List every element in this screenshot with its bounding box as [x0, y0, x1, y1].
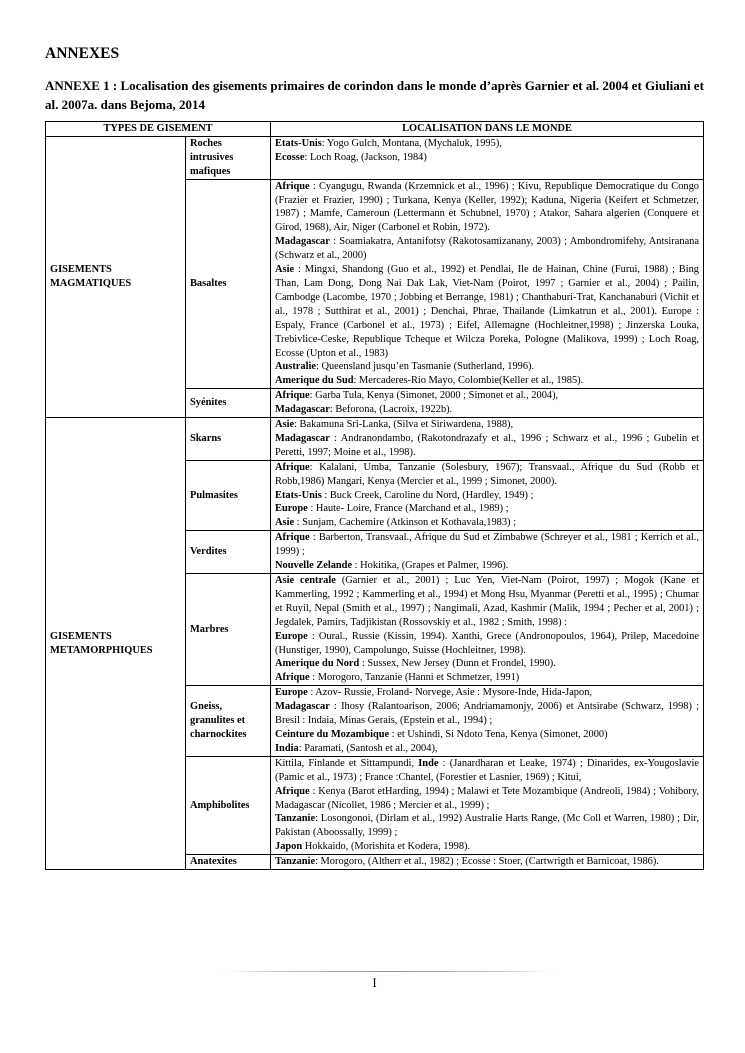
localisation-text: : Loch Roag, (Jackson, 1984)	[304, 151, 427, 163]
localisation-cell	[271, 756, 704, 854]
corundum-deposits-table	[45, 121, 704, 870]
localisation-entry	[275, 840, 699, 854]
localisation-entry	[275, 180, 699, 236]
localisation-text: (Garnier et al., 2001) ; Luc Yen, Viet-Nam (Poirot, 1997) ; Mogok (Kane et Kammerling, 1992 ; Kammerling et al., 1994) et Mong Hsu, Myanmar (Peretti et al., 1995) ; Chumar et Ruyil, Nepal (Smith et al., 1997) ; Nangimali, Azad, Kashmir (Malik, 1994 ; Pecher et al, 2001) ; Jegdalek, Pamirs, Tadjikistan (Rossovskiy et al., 1982 ; Smith, 1998) :	[275, 575, 699, 628]
region-label: Europe	[275, 630, 308, 642]
localisation-entry	[275, 432, 699, 460]
region-label: Afrique	[275, 532, 310, 544]
region-label: Asie	[275, 264, 295, 276]
localisation-entry	[275, 812, 699, 840]
localisation-entry	[275, 671, 699, 685]
region-label: Afrique	[275, 785, 310, 797]
localisation-cell	[271, 136, 704, 179]
localisation-entry	[275, 403, 699, 417]
deposit-subtype-cell: Marbres	[186, 574, 271, 686]
localisation-cell	[271, 574, 704, 686]
region-label: Japon	[275, 841, 303, 853]
localisation-entry	[275, 360, 699, 374]
region-label: Tanzanie	[275, 856, 316, 868]
region-label: Ecosse	[275, 151, 305, 163]
localisation-entry	[275, 785, 699, 813]
localisation-entry	[275, 700, 699, 728]
region-label: Madagascar	[275, 701, 330, 713]
page-number: I	[372, 975, 377, 990]
region-label: Etats-Unis	[275, 137, 322, 149]
localisation-entry	[275, 502, 699, 516]
localisation-entry	[275, 151, 699, 165]
localisation-entry	[275, 374, 699, 388]
region-label: Ceinture du Mozambique	[275, 728, 390, 740]
localisation-entry	[275, 263, 699, 360]
deposit-group-cell: GISEMENTS MAGMATIQUES	[46, 136, 186, 417]
localisation-text: : Sunjam, Cachemire (Atkinson et Kothavala,1983) ;	[294, 517, 516, 529]
localisation-entry	[275, 137, 699, 151]
localisation-text: : Bakamuna Sri-Lanka, (Silva et Siriwardena, 1988),	[294, 419, 514, 431]
localisation-text: : Andranondambo, (Rakotondrazafy et al., 1996 ; Schwarz et al., 1996 ; Gubelin et Peretti, 1997; Moine et al., 1998).	[275, 432, 699, 458]
localisation-text: : Ihosy (Ralantoarison, 2006; Andriamamonjy, 2006) et Antsirabe (Schwarz, 1998) ; Bresil : Indaia, Minas Gerais, (Epstein et al., 1994) ;	[275, 701, 699, 727]
region-label: Inde	[418, 757, 439, 769]
localisation-text: : Yogo Gulch, Montana, (Mychaluk, 1995),	[321, 137, 502, 149]
region-label: Afrique	[275, 390, 310, 402]
localisation-entry	[275, 389, 699, 403]
localisation-text: : Soamiakatra, Antanifotsy (Rakotosamizanany, 2003) ; Ambondromifehy, Antsiranana (Schwarz et al., 2000)	[275, 236, 699, 262]
region-label: Madagascar	[275, 236, 330, 248]
region-label: Asie centrale	[275, 575, 336, 586]
header-localisation: LOCALISATION DANS LE MONDE	[271, 122, 704, 137]
localisation-entry	[275, 757, 699, 785]
deposit-subtype-cell: Syénites	[186, 389, 271, 418]
deposit-subtype-cell: Skarns	[186, 418, 271, 461]
localisation-text: Hokkaido, (Morishita et Kodera, 1998).	[302, 841, 471, 853]
region-label: Nouvelle Zelande	[275, 560, 353, 572]
localisation-text: : Kenya (Barot etHarding, 1994) ; Malawi et Tete Mozambique (Andreoli, 1984) ; Vohibory, Madagascar (Nicollet, 1986 ; Mercier et al., 1999) ;	[275, 785, 699, 811]
region-label: Etats-Unis	[275, 489, 322, 501]
footer-divider	[223, 971, 553, 972]
localisation-entry	[275, 489, 699, 503]
deposit-subtype-cell: Amphibolites	[186, 756, 271, 854]
localisation-cell	[271, 179, 704, 389]
localisation-cell	[271, 389, 704, 418]
localisation-text: : Paramati, (Santosh et al., 2004),	[298, 742, 438, 754]
localisation-entry	[275, 657, 699, 671]
region-label: Madagascar	[275, 432, 330, 444]
deposit-group-cell: GISEMENTS METAMORPHIQUES	[46, 418, 186, 870]
localisation-entry	[275, 855, 699, 869]
table-row	[46, 136, 704, 179]
localisation-text: Kittila, Finlande et Sittampundi,	[275, 757, 419, 769]
localisation-text: : Queensland jusqu’en Tasmanie (Sutherland, 1996).	[316, 361, 535, 373]
localisation-entry	[275, 461, 699, 489]
table-header-row	[46, 122, 704, 137]
deposit-subtype-cell: Anatexites	[186, 855, 271, 870]
region-label: Asie	[275, 419, 295, 431]
region-label: Afrique	[275, 672, 310, 684]
localisation-text: : Beforona, (Lacroix, 1922b).	[329, 404, 453, 416]
region-label: Asie	[275, 517, 295, 529]
region-label: Afrique	[275, 461, 310, 473]
localisation-text: : Morogoro, (Altherr et al., 1982) ; Ecosse : Stoer, (Cartwrigth et Barnicoat, 1986).	[315, 856, 659, 868]
localisation-text: : Mingxi, Shandong (Guo et al., 1992) et Pendlai, Ile de Hainan, Chine (Furui, 1988) ; Bing Than, Lam Dong, Dong Nai Dak Lak, Viet-Nam (Poirot, 1997 ; Garnier et al., 2004) ; Pailin, Cambodge (Lacombe, 1970 ; Jobbing et Berrange, 1981) ; Chanthaburi-Trat, Kanchanaburi (Vichit et al., 1978 ; Sutthirat et al., 2001) ; Denchai, Phrae, Thailande (Limkatrun et al., 2001). Europe : Espaly, France (Carbonel et al., 1973) ; Eifel, Allemagne (Hochleitner,1998) ; Jinzerska Louka, Trebivlice-Ceske, Republique Tcheque et Wilcza Poreka, Pologne (Malikova, 1999) ; Loch Roag, Ecosse (Upton et al., 1983)	[275, 264, 699, 359]
annex-title: ANNEXE 1 : Localisation des gisements primaires de corindon dans le monde d’après Garnier et al. 2004 et Giuliani et al. 2007a. dans Bejoma, 2014	[45, 78, 704, 112]
localisation-text: : Cyangugu, Rwanda (Krzemnick et al., 1996) ; Kivu, Republique Democratique du Congo (Frazier et Frazier, 1990) ; Turkana, Kenya (Keller, 1992); Kaduna, Nigeria (Keifert et Schmetzer, 1987) ; Mamfe, Cameroun (Lettermann et Schubnel, 1970) ; Atakor, Sahara algerien (Conquere et Girod, 1968), Air, Niger (Carbonel et Robin, 1972).	[275, 180, 699, 234]
table-row	[46, 418, 704, 461]
localisation-cell	[271, 531, 704, 574]
localisation-text: : Buck Creek, Caroline du Nord, (Hardley, 1949) ;	[321, 489, 534, 501]
localisation-entry	[275, 742, 699, 756]
deposit-subtype-cell: Gneiss, granulites et charnockites	[186, 686, 271, 757]
localisation-text: : Hokitika, (Grapes et Palmer, 1996).	[352, 560, 509, 572]
region-label: India	[275, 742, 299, 754]
region-label: Europe	[275, 503, 308, 515]
region-label: Europe	[275, 687, 308, 699]
localisation-entry	[275, 559, 699, 573]
page-heading: ANNEXES	[45, 45, 120, 62]
localisation-entry	[275, 686, 699, 700]
localisation-text: : Azov- Russie, Froland- Norvege, Asie : Mysore-Inde, Hida-Japon,	[307, 687, 592, 699]
localisation-cell	[271, 418, 704, 461]
region-label: Amerique du Sud	[275, 375, 354, 387]
localisation-entry	[275, 516, 699, 530]
localisation-text: : Kalalani, Umba, Tanzanie (Solesbury, 1967); Transvaal., Afrique du Sud (Robb et Robb,1986) Mangari, Kenya (Mercier et al., 1999 ; Simonet, 2000).	[275, 461, 699, 487]
localisation-text: : Losongonoi, (Dirlam et al., 1992) Australie Harts Range, (Mc Coll et Warren, 1980) ; Dir, Pakistan (Aboossally, 1999) ;	[275, 813, 699, 839]
deposit-subtype-cell: Pulmasites	[186, 460, 271, 531]
localisation-text: : Oural., Russie (Kissin, 1994). Xanthi, Grece (Andronopoulos, 1964), Prilep, Macedoine (Hunstiger, 1990), Campolungo, Suisse (Hochleitner, 1998).	[275, 630, 699, 656]
localisation-text: : (Janardharan et Leake, 1974) ; Dinarides, ex-Yougoslavie (Pamic et al., 1973) ; France :Chantel, (Forestier et Lasnier, 1969) ; Kitui,	[275, 757, 699, 783]
header-types: TYPES DE GISEMENT	[46, 122, 271, 137]
region-label: Madagascar	[275, 404, 330, 416]
region-label: Tanzanie	[275, 813, 316, 825]
localisation-entry	[275, 728, 699, 742]
table-body	[46, 136, 704, 869]
localisation-text: : Morogoro, Tanzanie (Hanni et Schmetzer, 1991)	[309, 672, 520, 684]
localisation-cell	[271, 686, 704, 757]
localisation-text: : Garba Tula, Kenya (Simonet, 2000 ; Simonet et al., 2004),	[309, 390, 559, 402]
localisation-entry	[275, 574, 699, 630]
localisation-cell	[271, 855, 704, 870]
deposit-subtype-cell: Roches intrusives mafiques	[186, 136, 271, 179]
deposit-subtype-cell: Basaltes	[186, 179, 271, 389]
deposit-subtype-cell: Verdites	[186, 531, 271, 574]
localisation-text: : Mercaderes-Rio Mayo, Colombie(Keller et al., 1985).	[353, 375, 584, 387]
localisation-entry	[275, 531, 699, 559]
localisation-entry	[275, 235, 699, 263]
region-label: Amerique du Nord	[275, 658, 360, 670]
localisation-text: : Barberton, Transvaal., Afrique du Sud et Zimbabwe (Schreyer et al., 1981 ; Kerrich et al., 1999) ;	[275, 532, 699, 558]
localisation-text: : Haute- Loire, France (Marchand et al., 1989) ;	[307, 503, 509, 515]
localisation-text: : et Ushindi, Si Ndoto Tena, Kenya (Simonet, 2000)	[389, 728, 608, 740]
region-label: Australie	[275, 361, 316, 373]
localisation-cell	[271, 460, 704, 531]
localisation-entry	[275, 630, 699, 658]
localisation-entry	[275, 418, 699, 432]
region-label: Afrique	[275, 180, 310, 192]
localisation-text: : Sussex, New Jersey (Dunn et Frondel, 1990).	[359, 658, 556, 670]
